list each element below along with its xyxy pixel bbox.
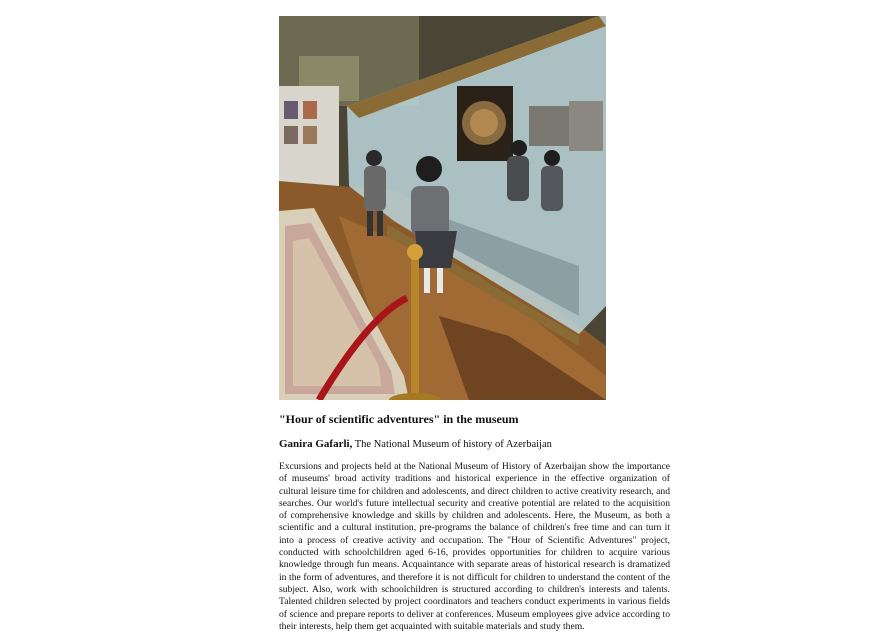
article-title: "Hour of scientific adventures" in the museum <box>279 412 519 426</box>
author-name: Ganira Gafarli, <box>279 438 353 450</box>
author-affiliation: The National Museum of history of Azerbaijan <box>352 439 552 450</box>
article-body: Excursions and projects held at the National Museum of History of Azerbaijan show the importance of museums' broad activity traditions and historical experience in the effective organization of cultural leisure time for children and adolescents, and direct children to active creativity research, and searches. Our world's future intellectual security and creative potential are related to the acquisition of comprehensive knowledge and skills by children and adolescents. Here, the Museum, as both a scientific and a cultural institution, pre-programs the balance of children's free time and can turn it into a process of creative activity and occupation. The "Hour of Scientific Adventures" project, conducted with schoolchildren aged 6-16, provides opportunities for children to acquire various knowledge through fun means. Acquaintance with separate areas of historical research is dramatized in the form of adventures, and therefore it is not difficult for children to understand the content of the subject. Also, work with schoolchildren is structured according to children's interests and talents. Talented children selected by project coordinators and teachers conduct experiments in various fields of science and prepare reports to deliver at conferences. Museum employees give advice according to their interests, help them get acquainted with suitable materials and study them. <box>279 461 670 632</box>
museum-photo <box>279 16 606 400</box>
author-byline <box>279 437 679 452</box>
